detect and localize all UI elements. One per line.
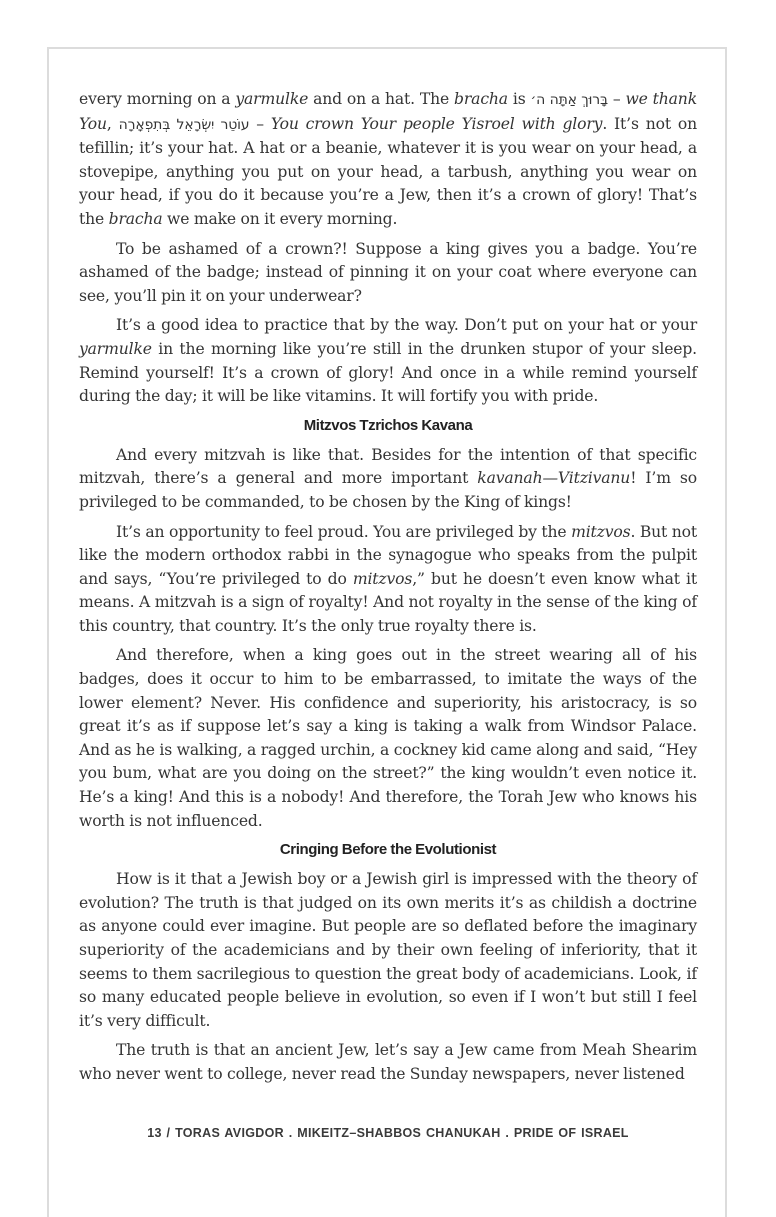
text: It’s an opportunity to feel proud. You are privileged by the [116,522,572,541]
italic-term: kavanah—Vitzivanu [477,469,631,488]
paragraph [79,314,697,408]
text: ! I’m so privileged to be commanded, to be chosen by the King of kings! [79,469,697,511]
page-footer: 13 / TORAS AVIGDOR . MIKEITZ–SHABBOS CHANUKAH . PRIDE OF ISRAEL [147,1126,629,1140]
hebrew-text: עוֹטֵר יִשְׂרָאֵל בְּתִפְאָרָה [118,116,250,133]
text: And every mitzvah is like that. Besides for the intention of that specific mitzvah, there’s a general and more important [79,445,697,488]
text: . But not like the modern orthodox rabbi in the synagogue who speaks from the pulpit and says, “You’re privileged to do [79,522,697,588]
italic-translation: we thank You [79,90,697,133]
italic-term: yarmulke [79,339,152,358]
text: , [106,114,119,133]
text: – [249,114,271,133]
page-body [79,88,697,1093]
italic-term: mitzvos [352,569,413,588]
paragraph [79,521,697,639]
text: . It’s not on tefillin; it’s your hat. A hat or a beanie, whatever it is you wear on your head, a stovepipe, anything you put on your head, a tarbush, anything you wear on your head, if you do it because you’re a Jew, then it’s a crown of glory! That’s the [79,114,697,228]
paragraph: And therefore, when a king goes out in the street wearing all of his badges, does it occur to him to be embarrassed, to imitate the ways of the lower element? Never. His confidence and superiority, his aristocracy, is so great it’s as if suppose let’s say a king is taking a walk from Windsor Palace. And as he is walking, a ragged urchin, a cockney kid came along and said, “Hey you bum, what are you doing on the street?” the king wouldn’t even notice it. He’s a king! And this is a nobody! And therefore, the Torah Jew who knows his worth is not influenced. [79,646,697,830]
paragraph: The truth is that an ancient Jew, let’s say a Jew came from Meah Shearim who never went to college, never read the Sunday newspapers, never listened [79,1041,697,1083]
italic-term: bracha [454,90,508,108]
paragraph [79,88,697,232]
text: – [607,90,626,108]
italic-translation: You crown Your people Yisroel with glory [270,114,603,133]
text: in the morning like you’re still in the drunken stupor of your sleep. Remind yourself! It’s a crown of glory! And once in a while remind yourself during the day; it will be like vitamins. It will fortify you with pride. [79,339,697,406]
paragraph: To be ashamed of a crown?! Suppose a king gives you a badge. You’re ashamed of the badge; instead of pinning it on your coat where everyone can see, you’ll pin it on your underwear? [79,239,697,305]
italic-term: mitzvos [571,522,631,541]
paragraph: How is it that a Jewish boy or a Jewish girl is impressed with the theory of evolution? The truth is that judged on its own merits it’s as childish a doctrine as anyone could ever imagine. But people are so deflated before the imaginary superiority of the academicians and by their own feeling of inferiority, that it seems to them sacrilegious to question the great body of academicians. Look, if so many educated people believe in evolution, so even if I won’t but still I feel it’s very difficult. [79,870,697,1030]
text: every morning on a [79,90,236,108]
hebrew-text: בָּרוּךְ אַתָּה ה׳ [530,92,608,108]
section-heading: Mitzvos Tzrichos Kavana [303,416,473,434]
text: and on a hat. The [308,90,455,108]
italic-term: bracha [108,209,163,228]
text: It’s a good idea to practice that by the way. Don’t put on your hat or your [116,316,697,335]
italic-term: yarmulke [235,90,309,108]
section-heading: Cringing Before the Evolutionist [279,841,497,859]
text: ,” but he doesn’t even know what it means. A mitzvah is a sign of royalty! And not royalty in the sense of the king of this country, that country. It’s the only true royalty there is. [79,569,697,635]
paragraph [79,444,697,515]
text: is [507,90,531,108]
text: we make on it every morning. [162,209,398,228]
